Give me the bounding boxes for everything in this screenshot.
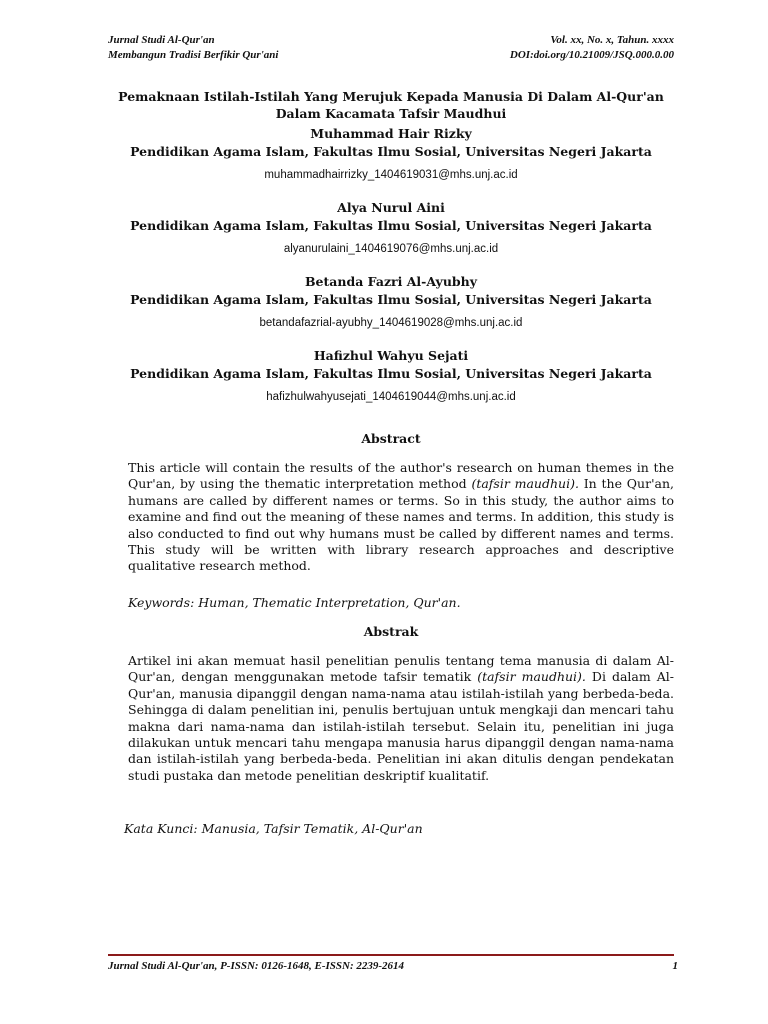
abstract-body — [128, 460, 674, 575]
abstrak-italic: (tafsir maudhui). — [477, 669, 586, 685]
author-email: hafizhulwahyusejati_1404619044@mhs.unj.ac.id — [266, 391, 516, 403]
abstrak-text-1: Artikel ini akan memuat hasil penelitian penulis tentang tema manusia di dalam Al-Qur'an, dengan menggunakan metode tafsir tematik — [128, 653, 674, 685]
author-email: alyanurulaini_1404619076@mhs.unj.ac.id — [283, 243, 499, 255]
author-email: betandafazrial-ayubhy_1404619028@mhs.unj.ac.id — [259, 317, 523, 329]
running-header-top — [108, 34, 674, 46]
page-number: 1 — [672, 960, 678, 972]
author-4 — [108, 347, 674, 405]
volume-info: Vol. xx, No. x, Tahun. xxxx — [550, 34, 674, 46]
author-affiliation: Pendidikan Agama Islam, Fakultas Ilmu Sosial, Universitas Negeri Jakarta — [130, 366, 652, 381]
abstrak-body — [128, 653, 674, 784]
kata-kunci: Kata Kunci: Manusia, Tafsir Tematik, Al-Qur'an — [124, 821, 423, 836]
page-footer — [108, 960, 678, 972]
title-line-2: Dalam Kacamata Tafsir Maudhui — [275, 106, 507, 121]
abstrak-text-2: Di dalam Al-Qur'an, manusia dipanggil dengan nama-nama atau istilah-istilah yang berbeda-beda. Sehingga di dalam penelitian ini, penulis bertujuan untuk mengkaji dan mencari tahu makna dari nama-nama dan istilah-istilah tersebut. Selain itu, penelitian ini juga dilakukan untuk mencari tahu mengapa manusia harus dipanggil dengan nama-nama dan istilah-istilah yang berbeda-beda. Penelitian ini akan ditulis dengan pendekatan studi pustaka dan metode penelitian deskriptif kualitatif. — [128, 669, 674, 783]
author-2 — [108, 199, 674, 257]
journal-tagline: Membangun Tradisi Berfikir Qur'ani — [108, 49, 279, 61]
title-line-1: Pemaknaan Istilah-Istilah Yang Merujuk Kepada Manusia Di Dalam Al-Qur'an — [118, 89, 664, 104]
abstract-italic: (tafsir maudhui). — [471, 476, 579, 492]
author-1 — [108, 125, 674, 183]
abstrak-heading: Abstrak — [363, 624, 419, 639]
author-3 — [108, 273, 674, 331]
author-affiliation: Pendidikan Agama Islam, Fakultas Ilmu Sosial, Universitas Negeri Jakarta — [130, 144, 652, 159]
doi: DOI:doi.org/10.21009/JSQ.000.0.00 — [509, 49, 674, 61]
author-email: muhammadhairrizky_1404619031@mhs.unj.ac.id — [264, 169, 518, 181]
keywords: Keywords: Human, Thematic Interpretation, Qur'an. — [128, 595, 461, 610]
abstract-heading: Abstract — [361, 431, 421, 446]
footer-citation: Jurnal Studi Al-Qur'an, P-ISSN: 0126-1648, E-ISSN: 2239-2614 — [108, 960, 405, 972]
running-header-bottom — [108, 49, 674, 61]
author-name: Betanda Fazri Al-Ayubhy — [304, 274, 477, 289]
author-name: Muhammad Hair Rizky — [310, 126, 472, 141]
author-name: Hafizhul Wahyu Sejati — [313, 348, 469, 363]
paper-title — [108, 88, 674, 122]
abstract-text-2: In the Qur'an, humans are called by different names or terms. So in this study, the author aims to examine and find out the meaning of these names and terms. In addition, this study is also conducted to find out why humans must be called by different names and terms. This study will be written with library research approaches and descriptive qualitative research method. — [128, 476, 674, 574]
abstract-text-1: This article will contain the results of the author's research on human themes in the Qur'an, by using the thematic interpretation method — [128, 460, 674, 492]
author-name: Alya Nurul Aini — [337, 200, 445, 215]
author-affiliation: Pendidikan Agama Islam, Fakultas Ilmu Sosial, Universitas Negeri Jakarta — [130, 218, 652, 233]
footer-rule — [108, 954, 674, 956]
journal-name: Jurnal Studi Al-Qur'an — [108, 34, 215, 46]
author-affiliation: Pendidikan Agama Islam, Fakultas Ilmu Sosial, Universitas Negeri Jakarta — [130, 292, 652, 307]
